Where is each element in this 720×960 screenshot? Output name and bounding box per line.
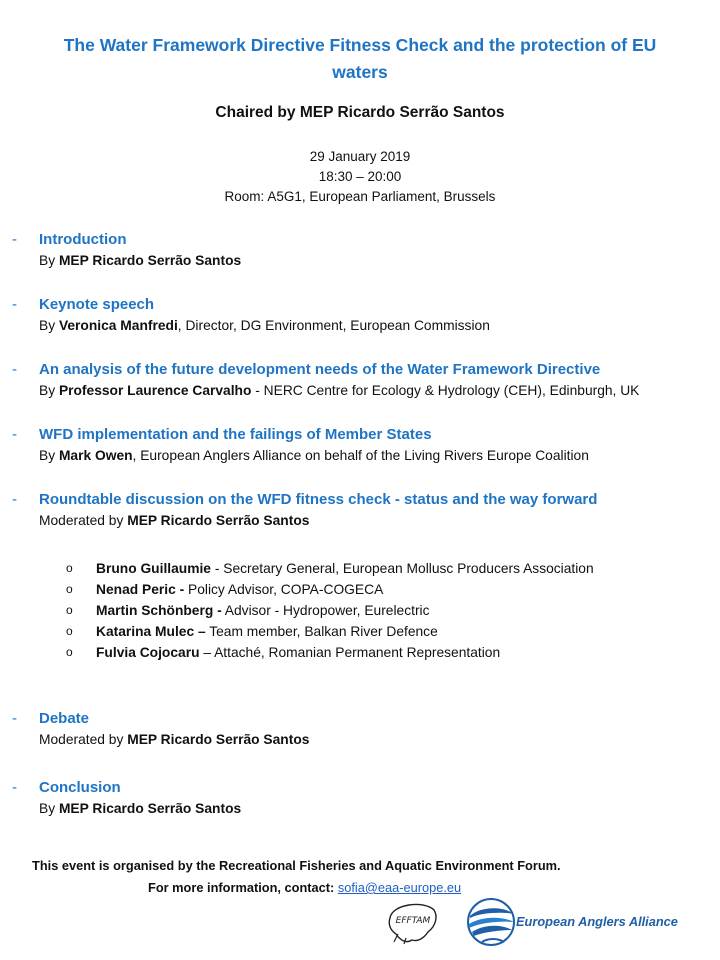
eaa-globe-logo: [464, 894, 522, 950]
panel-member: [66, 603, 706, 624]
agenda-item-speaker: By Professor Laurence Carvalho - NERC Centre for Ecology & Hydrology (CEH), Edinburgh, UK: [39, 383, 640, 398]
panel-member-role: Team member, Balkan River Defence: [205, 624, 438, 639]
bullet-icon: o: [66, 645, 73, 659]
panel-member: [66, 561, 706, 582]
agenda-dash: -: [12, 361, 17, 378]
bullet-icon: o: [66, 624, 73, 638]
roundtable-panel-list: [66, 561, 706, 666]
efftam-logo: [384, 896, 442, 946]
event-title-line-1: The Water Framework Directive Fitness Check and the protection of EU: [63, 35, 657, 55]
agenda-item-title: WFD implementation and the failings of Member States: [39, 426, 432, 443]
organiser-note: This event is organised by the Recreational Fisheries and Aquatic Environment Forum.: [32, 858, 561, 873]
event-details: [0, 147, 720, 207]
agenda-dash: -: [12, 296, 17, 313]
event-time: 18:30 – 20:00: [318, 169, 402, 184]
contact-email-link[interactable]: sofia@eaa-europe.eu: [337, 880, 462, 895]
bullet-icon: o: [66, 582, 73, 596]
agenda-dash: -: [12, 231, 17, 248]
event-date: 29 January 2019: [309, 149, 411, 164]
agenda-item-speaker: Moderated by MEP Ricardo Serrão Santos: [39, 513, 310, 528]
agenda-item-speaker: By Mark Owen, European Anglers Alliance on behalf of the Living Rivers Europe Coalition: [39, 448, 589, 463]
agenda-item-title: Roundtable discussion on the WFD fitness check - status and the way forward: [39, 491, 598, 508]
bullet-icon: o: [66, 603, 73, 617]
agenda-item-title: Debate: [39, 710, 90, 727]
agenda-item-speaker: By MEP Ricardo Serrão Santos: [39, 253, 242, 268]
agenda-item-title: An analysis of the future development needs of the Water Framework Directive: [39, 361, 601, 378]
panel-member: [66, 582, 706, 603]
panel-member: [66, 624, 706, 645]
agenda-item-speaker: By Veronica Manfredi, Director, DG Environment, European Commission: [39, 318, 490, 333]
panel-member-name: Fulvia Cojocaru: [96, 645, 200, 660]
panel-member-name: Nenad Peric -: [96, 582, 185, 597]
agenda-item-title: Conclusion: [39, 779, 121, 796]
event-title-line-2: waters: [332, 62, 388, 82]
panel-member-name: Bruno Guillaumie: [96, 561, 211, 576]
agenda-item-title: Keynote speech: [39, 296, 155, 313]
bullet-icon: o: [66, 561, 73, 575]
eaa-logo-text: European Anglers Alliance: [516, 914, 678, 929]
agenda-item-title: Introduction: [39, 231, 127, 248]
panel-member-role: - Secretary General, European Mollusc Producers Association: [210, 561, 594, 576]
panel-member-name: Martin Schönberg -: [96, 603, 222, 618]
panel-member: [66, 645, 706, 666]
contact-label: For more information, contact:: [148, 880, 338, 895]
agenda-dash: -: [12, 491, 17, 508]
panel-member-role: Advisor - Hydropower, Eurelectric: [221, 603, 430, 618]
panel-member-name: Katarina Mulec –: [96, 624, 206, 639]
panel-member-role: Policy Advisor, COPA-COGECA: [184, 582, 384, 597]
agenda-dash: -: [12, 779, 17, 796]
event-room: Room: A5G1, European Parliament, Brussels: [224, 189, 496, 204]
event-title: [0, 32, 720, 86]
agenda-item-speaker: Moderated by MEP Ricardo Serrão Santos: [39, 732, 310, 747]
agenda-item-speaker: By MEP Ricardo Serrão Santos: [39, 801, 242, 816]
agenda-dash: -: [12, 710, 17, 727]
chair-line: Chaired by MEP Ricardo Serrão Santos: [215, 104, 505, 121]
contact-line: [148, 880, 461, 895]
agenda-dash: -: [12, 426, 17, 443]
panel-member-role: – Attaché, Romanian Permanent Representation: [199, 645, 501, 660]
svg-text:EFFTAM: EFFTAM: [395, 916, 431, 926]
